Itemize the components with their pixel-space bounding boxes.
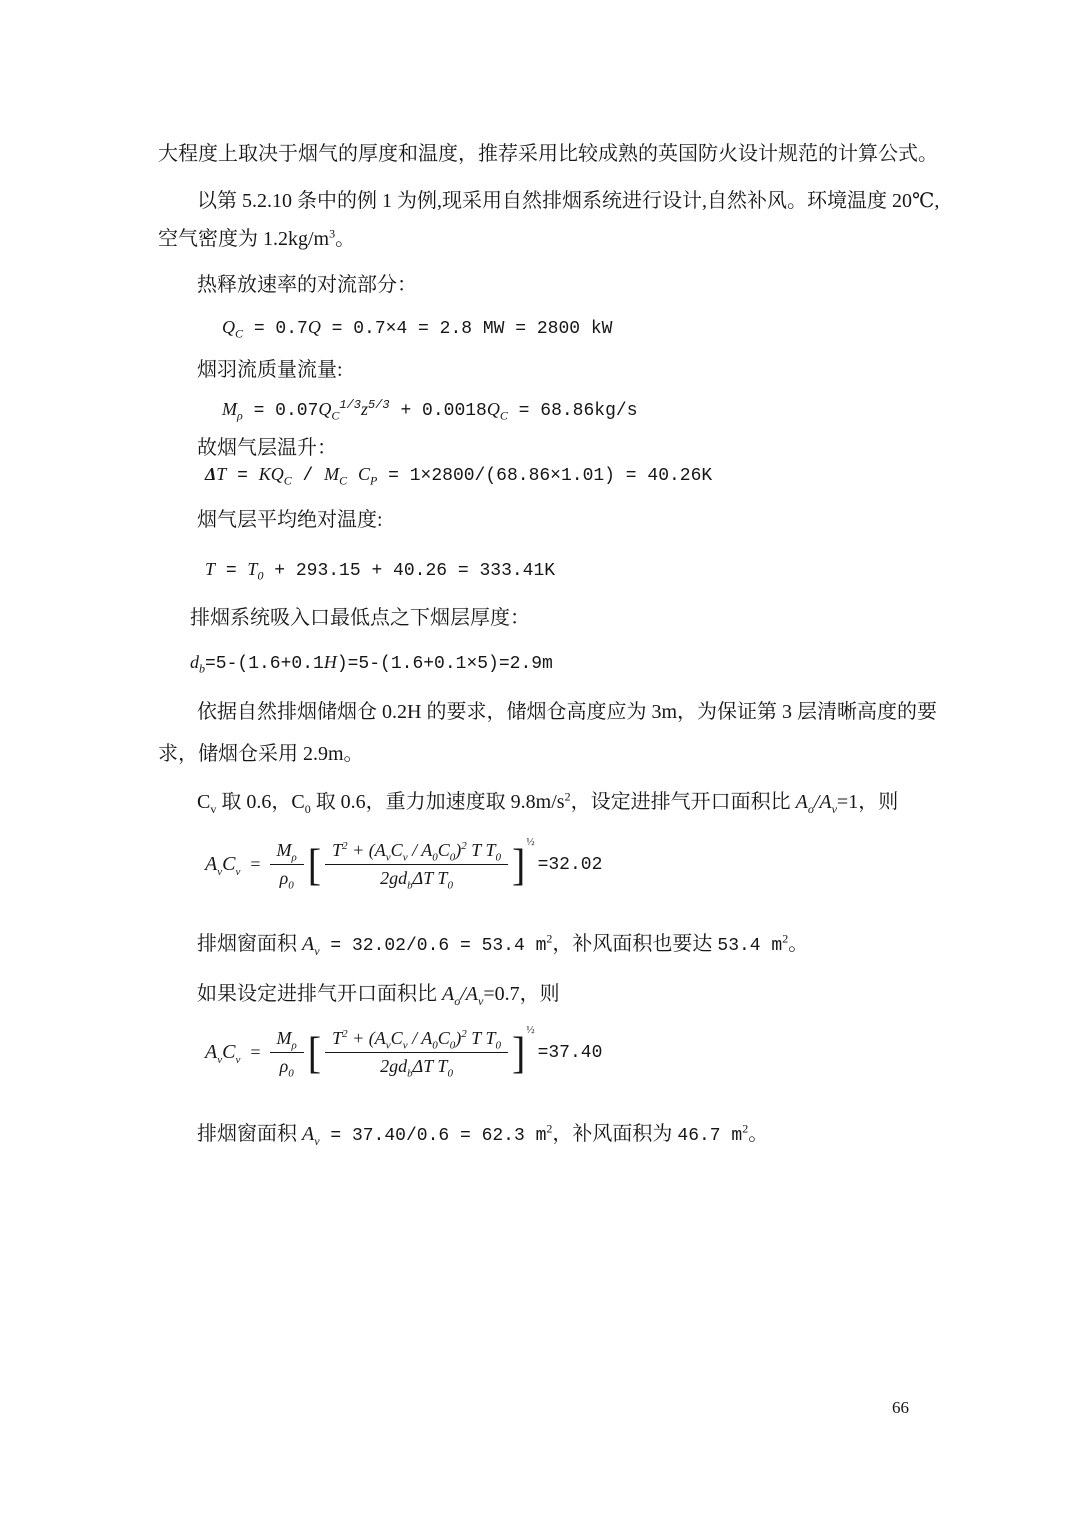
area1-e: 。 (788, 933, 809, 955)
sub-zero: 0 (447, 1067, 453, 1080)
area1-c: ，补风面积也要达 (552, 933, 718, 955)
equation-av-cv-1: $A_vC_v$ = $\frac{M_\rho}{\rho_0}$ [ $\frac{T^2 + (A_vC_v / A_0C_0)^2 T T_0}{2gd_b\Delta T T_0}$ ] ½ =32.02 (205, 836, 603, 892)
var-d: d (398, 868, 408, 888)
var-C: C (357, 464, 370, 484)
left-bracket: [ (307, 838, 322, 890)
plus-sign: + (352, 840, 365, 860)
sub-zero: 0 (449, 851, 456, 864)
paragraph-if-ratio (197, 980, 560, 1009)
var-A: A (302, 1123, 315, 1145)
var-Q: Q (318, 399, 332, 419)
cv-d: =1，则 (836, 791, 899, 813)
area1-a: 排烟窗面积 (197, 933, 302, 955)
heading-convective-part: 热释放速率的对流部分： (197, 274, 417, 296)
var-A: A (795, 791, 808, 813)
var-d: d (398, 1056, 408, 1076)
sub-o: o (807, 802, 814, 816)
sub-b: b (407, 1067, 413, 1080)
eq-t-b: + 293.15 + 40.26 = 333.41K (263, 561, 556, 581)
delta-symbol: Δ (412, 868, 424, 888)
sub-v: v (314, 944, 320, 958)
equation-temperature (205, 556, 555, 584)
sub-P: P (370, 473, 378, 488)
eq-m-c: = 68.86kg/s (507, 401, 638, 421)
var-z: z (361, 399, 369, 419)
sub-v: v (385, 1039, 391, 1052)
squared: 2 (342, 840, 348, 852)
var-T: T (205, 559, 216, 579)
var-C: C (437, 1028, 450, 1048)
var-T: T (485, 840, 496, 860)
equals-sign: = (250, 1042, 261, 1062)
fraction-numerator (325, 1028, 508, 1053)
var-T: T (247, 559, 258, 579)
eq-m-a: = 0.07 (242, 401, 319, 421)
if-b: =0.7，则 (483, 983, 560, 1005)
fraction-numerator (270, 840, 304, 865)
var-A: A (374, 840, 386, 860)
squared: 2 (546, 931, 553, 946)
formula1-lhs (205, 853, 240, 876)
sub-v: v (478, 994, 484, 1008)
area2-c: ，补风面积为 (552, 1123, 678, 1145)
formula2-result: =37.40 (537, 1042, 603, 1063)
sub-zero: 0 (304, 802, 311, 816)
var-Q: Q (222, 317, 235, 337)
var-C: C (437, 840, 450, 860)
var-A: A (465, 983, 478, 1005)
equation-qc (222, 314, 612, 342)
sub-o: o (454, 994, 461, 1008)
var-M: M (276, 1028, 292, 1048)
sub-zero: 0 (495, 851, 501, 864)
equation-delta-t (205, 461, 712, 489)
slash: / (412, 840, 418, 860)
var-A: A (819, 791, 832, 813)
eq-qc-rest: = 0.7×4 = 2.8 MW = 2800 kW (320, 319, 613, 339)
fraction-m-rho (270, 840, 304, 892)
equation-av-cv-2: $A_vC_v$ = $\frac{M_\rho}{\rho_0}$ [ $\frac{T^2 + (A_vC_v / A_0C_0)^2 T T_0}{2gd_b\Delta T T_0}$ ] ½ =37.40 (205, 1024, 603, 1080)
sub-zero: 0 (432, 1039, 438, 1052)
var-T: T (471, 1028, 481, 1048)
cubed-superscript: 3 (329, 226, 336, 241)
var-T: T (332, 840, 343, 860)
var-g: g (389, 868, 399, 888)
var-A: A (442, 983, 455, 1005)
paragraph-vent-area-2 (197, 1120, 768, 1149)
sub-v: v (217, 1054, 223, 1066)
slash: / (412, 1028, 418, 1048)
formula1-result: =32.02 (537, 854, 603, 875)
sub-C: C (331, 408, 340, 423)
slash: / (813, 791, 820, 813)
slash: / (460, 983, 466, 1005)
eq-qc-mid: = 0.7 (243, 319, 308, 339)
fraction-m-rho (270, 1028, 304, 1080)
var-g: g (389, 1056, 399, 1076)
sub-zero: 0 (447, 879, 453, 892)
squared: 2 (546, 1121, 553, 1136)
eq-dt-b: / (291, 466, 325, 486)
fraction-numerator (325, 840, 508, 865)
sub-C: C (283, 473, 292, 488)
var-A: A (421, 1028, 433, 1048)
var-H: H (323, 652, 337, 672)
var-M: M (222, 399, 237, 419)
sub-v: v (385, 851, 391, 864)
coefficient-2: 2 (380, 868, 390, 888)
sub-rho: ρ (291, 851, 297, 864)
var-A: A (205, 853, 218, 875)
sub-v: v (235, 1054, 241, 1066)
period: 。 (335, 228, 356, 250)
sub-zero: 0 (432, 851, 438, 864)
area2-a: 排烟窗面积 (197, 1123, 302, 1145)
var-T: T (332, 1028, 343, 1048)
var-K: K (258, 464, 271, 484)
fraction-main (325, 840, 508, 892)
eq-dt-a: = (226, 466, 259, 486)
var-T: T (437, 868, 448, 888)
var-d: d (190, 652, 199, 672)
sub-b: b (199, 661, 205, 676)
squared: 2 (342, 1028, 348, 1040)
var-T: T (485, 1028, 496, 1048)
area2-e: 。 (748, 1123, 769, 1145)
var-T: T (423, 1056, 433, 1076)
eq-m-b: + 0.0018 (389, 401, 487, 421)
var-rho: ρ (279, 868, 289, 888)
sub-v: v (217, 866, 223, 878)
squared: 2 (742, 1121, 749, 1136)
cv-a: 取 0.6，C (216, 791, 305, 813)
open-paren: ( (368, 840, 375, 860)
sub-zero: 0 (257, 568, 264, 583)
var-C-upright: C (197, 791, 211, 813)
var-T: T (216, 464, 227, 484)
area2-d: 46.7 m (677, 1126, 743, 1146)
squared: 2 (782, 931, 789, 946)
exponent-five-thirds: 5/3 (368, 398, 390, 412)
var-C: C (222, 853, 236, 875)
var-C: C (222, 1041, 236, 1063)
var-A: A (374, 1028, 386, 1048)
sub-zero: 0 (495, 1039, 501, 1052)
paragraph-reservoir-line1: 依据自然排烟储烟仓 0.2H 的要求，储烟仓高度应为 3m，为保证第 3 层清晰高度的要 (197, 701, 937, 723)
sub-zero: 0 (288, 879, 294, 892)
fraction-denominator (279, 865, 294, 892)
fraction-denominator (279, 1053, 294, 1080)
var-M: M (276, 840, 292, 860)
sub-C: C (235, 326, 244, 341)
paragraph-example-intro: 以第 5.2.10 条中的例 1 为例,现采用自然排烟系统进行设计,自然补风。环境温度 20℃, (197, 190, 940, 212)
var-rho: ρ (279, 1056, 289, 1076)
var-T: T (437, 1056, 448, 1076)
squared: 2 (564, 789, 571, 804)
var-A: A (302, 933, 315, 955)
area2-b: = 37.40/0.6 = 62.3 m (319, 1126, 547, 1146)
var-Q: Q (270, 464, 284, 484)
eq-db-a: =5-(1.6+0.1 (205, 654, 324, 674)
area1-b: = 32.02/0.6 = 53.4 m (319, 936, 547, 956)
sub-C: C (339, 473, 348, 488)
sub-b: b (407, 879, 413, 892)
cv-b: 取 0.6，重力加速度取 9.8m/s (310, 791, 565, 813)
equals-sign: = (250, 854, 261, 874)
fraction-numerator (270, 1028, 304, 1053)
paragraph-air-density (158, 225, 355, 254)
var-M: M (324, 464, 340, 484)
paragraph-coefficients (197, 788, 898, 817)
heading-plume-flow: 烟羽流质量流量: (197, 359, 343, 381)
heading-avg-temp: 烟气层平均绝对温度: (197, 509, 383, 531)
squared: 2 (461, 840, 467, 852)
right-bracket: ] (512, 1026, 526, 1078)
sub-v: v (831, 802, 837, 816)
formula2-lhs (205, 1041, 240, 1064)
equation-mass-flow (222, 396, 638, 424)
paragraph-vent-area-1 (197, 930, 808, 959)
right-bracket: ] (512, 838, 526, 890)
var-C: C (390, 840, 403, 860)
sub-rho: ρ (291, 1039, 297, 1052)
sub-v: v (210, 802, 217, 816)
sub-v: v (314, 1134, 320, 1148)
equation-db (190, 649, 553, 677)
paragraph-reservoir-line2: 求，储烟仓采用 2.9m。 (158, 743, 364, 765)
fraction-denominator (380, 865, 453, 892)
squared: 2 (461, 1028, 467, 1040)
plus-sign: + (352, 1028, 365, 1048)
fraction-main (325, 1028, 508, 1080)
heading-layer-depth: 排烟系统吸入口最低点之下烟层厚度： (190, 607, 530, 629)
close-paren: ) (455, 1028, 462, 1048)
fraction-denominator (380, 1053, 453, 1080)
sub-zero: 0 (288, 1067, 294, 1080)
open-paren: ( (368, 1028, 375, 1048)
coefficient-2: 2 (380, 1056, 390, 1076)
var-Q: Q (486, 399, 500, 419)
if-a: 如果设定进排气开口面积比 (197, 983, 442, 1005)
area1-d: 53.4 m (717, 936, 783, 956)
left-bracket: [ (307, 1026, 322, 1078)
sub-rho: ρ (237, 408, 243, 423)
eq-dt-c: = 1×2800/(68.86×1.01) = 40.26K (377, 466, 713, 486)
var-C: C (390, 1028, 403, 1048)
sub-C: C (499, 408, 508, 423)
sub-v: v (235, 866, 241, 878)
var-A: A (421, 840, 433, 860)
heading-temp-rise: 故烟气层温升： (197, 437, 337, 459)
var-A: A (205, 1041, 218, 1063)
var-T: T (471, 840, 481, 860)
exponent-one-third: 1/3 (339, 398, 362, 412)
paragraph-continuation: 大程度上取决于烟气的厚度和温度，推荐采用比较成熟的英国防火设计规范的计算公式。 (158, 143, 938, 165)
page-number: 66 (892, 1398, 909, 1417)
close-paren: ) (455, 840, 462, 860)
air-density-text: 空气密度为 1.2kg/m (158, 228, 330, 250)
delta-symbol: Δ (205, 464, 217, 484)
sub-v: v (402, 851, 408, 864)
eq-db-b: )=5-(1.6+0.1×5)=2.9m (336, 654, 553, 674)
sub-v: v (402, 1039, 408, 1052)
var-Q: Q (307, 317, 321, 337)
eq-t-a: = (215, 561, 248, 581)
sub-zero: 0 (449, 1039, 456, 1052)
var-T: T (423, 868, 433, 888)
delta-symbol: Δ (412, 1056, 424, 1076)
cv-c: ，设定进排气开口面积比 (570, 791, 796, 813)
